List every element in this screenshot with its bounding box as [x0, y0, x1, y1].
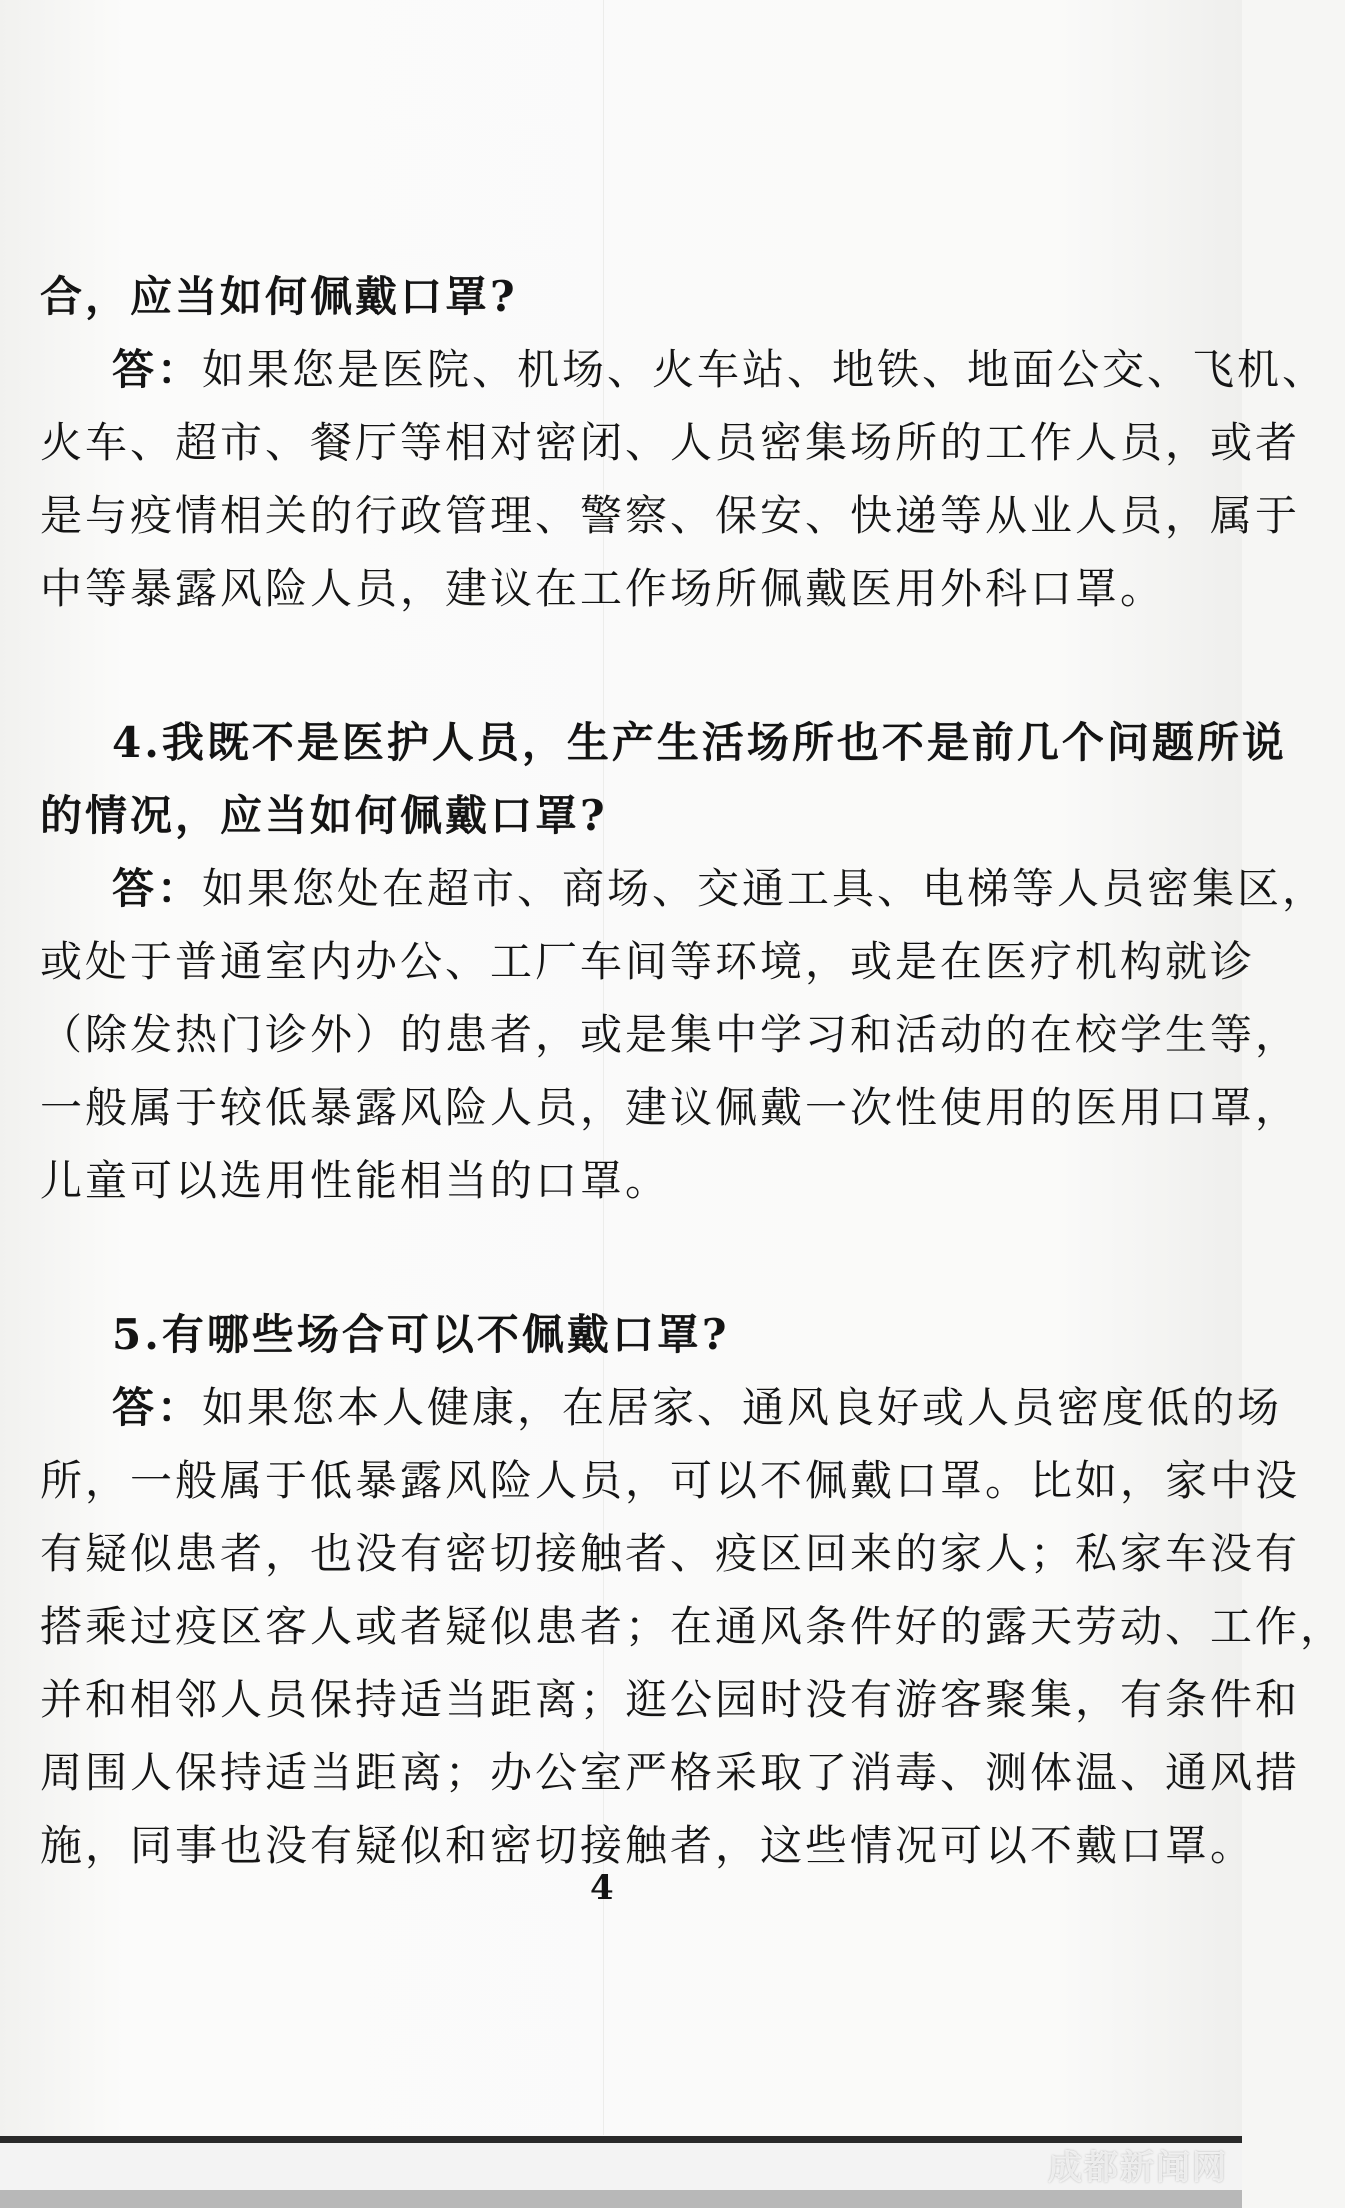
answer-label: 答： — [112, 864, 203, 913]
answer-4-line-5: 儿童可以选用性能相当的口罩。 — [40, 1156, 671, 1205]
question-4-line-2: 的情况，应当如何佩戴口罩? — [40, 791, 608, 840]
question-4-line-1: 4.我既不是医护人员，生产生活场所也不是前几个问题所说 — [112, 718, 1287, 767]
answer-5-line-1 — [112, 1378, 1283, 1438]
answer-4-line-3: （除发热门诊外）的患者，或是集中学习和活动的在校学生等， — [40, 1010, 1301, 1059]
answer-4-line-4: 一般属于较低暴露风险人员，建议佩戴一次性使用的医用口罩， — [40, 1083, 1301, 1132]
answer-3-line-2: 火车、超市、餐厅等相对密闭、人员密集场所的工作人员，或者 — [40, 418, 1301, 467]
watermark-logo: 成都新闻网 — [1048, 2148, 1228, 2188]
answer-text: 如果您处在超市、商场、交通工具、电梯等人员密集区， — [202, 864, 1328, 913]
answer-text: 如果您本人健康，在居家、通风良好或人员密度低的场 — [202, 1383, 1283, 1432]
question-5-line-1: 5.有哪些场合可以不佩戴口罩? — [112, 1310, 730, 1359]
answer-3-line-3: 是与疫情相关的行政管理、警察、保安、快递等从业人员，属于 — [40, 491, 1301, 540]
answer-5-line-3: 有疑似患者，也没有密切接触者、疫区回来的家人；私家车没有 — [40, 1529, 1301, 1578]
answer-5-line-6: 周围人保持适当距离；办公室严格采取了消毒、测体温、通风措 — [40, 1748, 1301, 1797]
page-number: 4 — [590, 1868, 614, 1908]
answer-label: 答： — [112, 1383, 203, 1432]
answer-4-line-2: 或处于普通室内办公、工厂车间等环境，或是在医疗机构就诊 — [40, 937, 1256, 986]
answer-3-line-1 — [112, 340, 1328, 400]
answer-5-line-5: 并和相邻人员保持适当距离；逛公园时没有游客聚集，有条件和 — [40, 1675, 1301, 1724]
answer-4-line-1 — [112, 859, 1328, 919]
scan-shadow — [0, 2190, 1242, 2208]
answer-5-line-2: 所，一般属于低暴露风险人员，可以不佩戴口罩。比如，家中没 — [40, 1456, 1301, 1505]
answer-5-line-7: 施，同事也没有疑似和密切接触者，这些情况可以不戴口罩。 — [40, 1821, 1256, 1870]
question-3-tail: 合，应当如何佩戴口罩? — [40, 272, 518, 321]
answer-3-line-4: 中等暴露风险人员，建议在工作场所佩戴医用外科口罩。 — [40, 564, 1166, 613]
answer-5-line-4: 搭乘过疫区客人或者疑似患者；在通风条件好的露天劳动、工作， — [40, 1602, 1345, 1651]
answer-text: 如果您是医院、机场、火车站、地铁、地面公交、飞机、 — [202, 345, 1328, 394]
answer-label: 答： — [112, 345, 203, 394]
